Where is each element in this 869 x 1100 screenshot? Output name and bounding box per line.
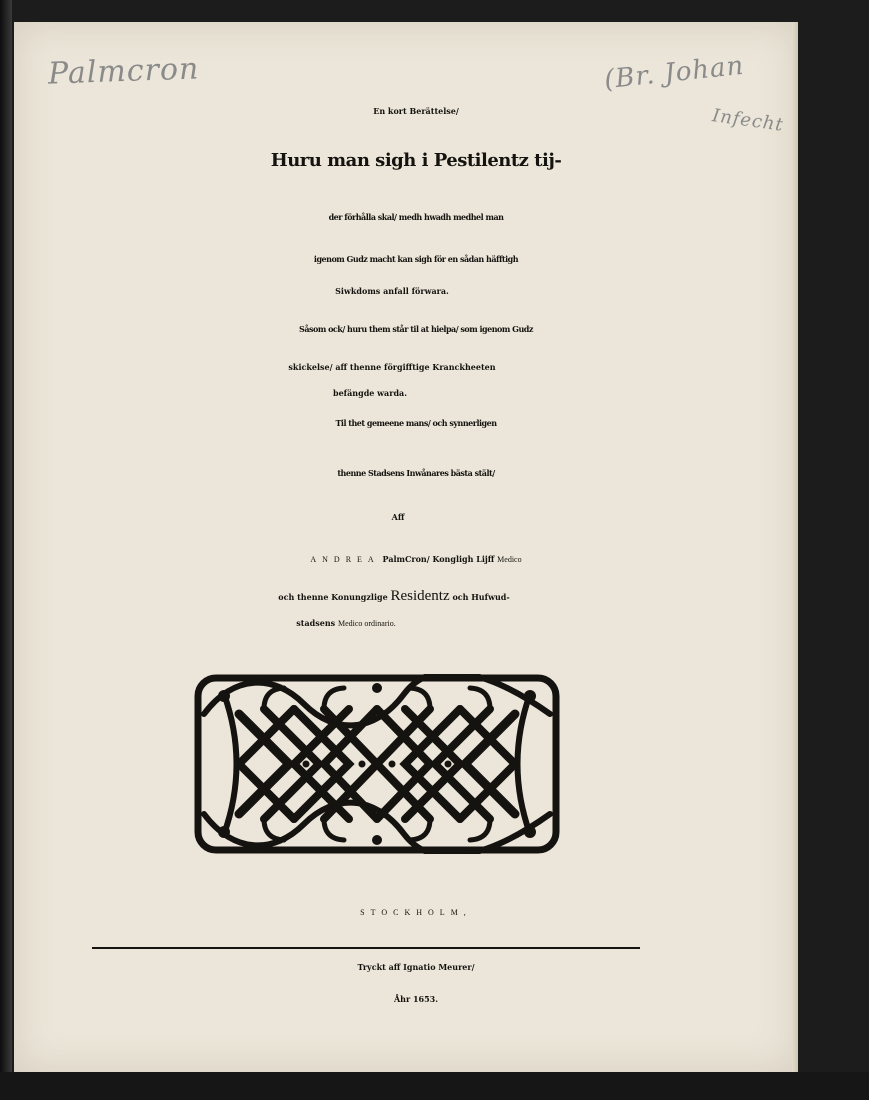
title-line-8: befängde warda. [332,388,408,398]
title-line-14b: Medico ordinario. [337,619,396,628]
title-line-13 [2,588,786,605]
imprint-place: STOCKHOLM, [360,908,472,917]
imprint-printer: Tryckt aff Ignatio Meurer/ [357,962,475,972]
title-line-13a: och thenne Konungzlige [278,592,388,602]
woodcut-ornament [194,674,560,854]
title-page [14,22,798,1072]
imprint-year: Åhr 1653. [393,994,439,1004]
title-line-6: Såsom ock/ huru them står til at hielpa/ som igenom Gudz [299,324,533,334]
title-line-7: skickelse/ aff thenne förgifftige Kranckheeten [288,362,496,372]
title-line-3: der förhålla skal/ medh hwadh medhel man [328,212,504,222]
author-name: ANDREA [310,555,380,564]
pencil-annotation-left: Palmcron [47,51,200,92]
pencil-annotation-right-2: Infecht [710,105,786,136]
title-line-13c: och Hufwud- [452,592,510,602]
title-line-5: Siwkdoms anfall förwara. [335,286,449,296]
title-line-1: En kort Berättelse/ [373,106,459,116]
scan-bottom-edge [0,1072,869,1100]
author-surname: PalmCron/ Kongligh Lijff [382,554,495,564]
title-line-9: Til thet gemeene mans/ och synnerligen [335,418,497,428]
author-line [24,554,808,564]
pencil-annotation-right: (Br. Johan [602,50,746,96]
title-line-4: igenom Gudz macht kan sigh för en sådan häfftigh [313,254,519,264]
imprint-rule [92,947,640,949]
title-line-2: Huru man sigh i Pestilentz tij- [270,150,562,171]
title-line-10: thenne Stadsens Inwånares bästa stält/ [337,468,495,478]
title-line-13b: Residentz [390,588,450,604]
title-line-14a: stadsens [296,618,336,628]
binding-edge [0,0,12,1100]
title-line-14 [0,618,738,628]
title-line-aff: Aff [391,512,405,522]
author-title: Medico [497,555,522,564]
